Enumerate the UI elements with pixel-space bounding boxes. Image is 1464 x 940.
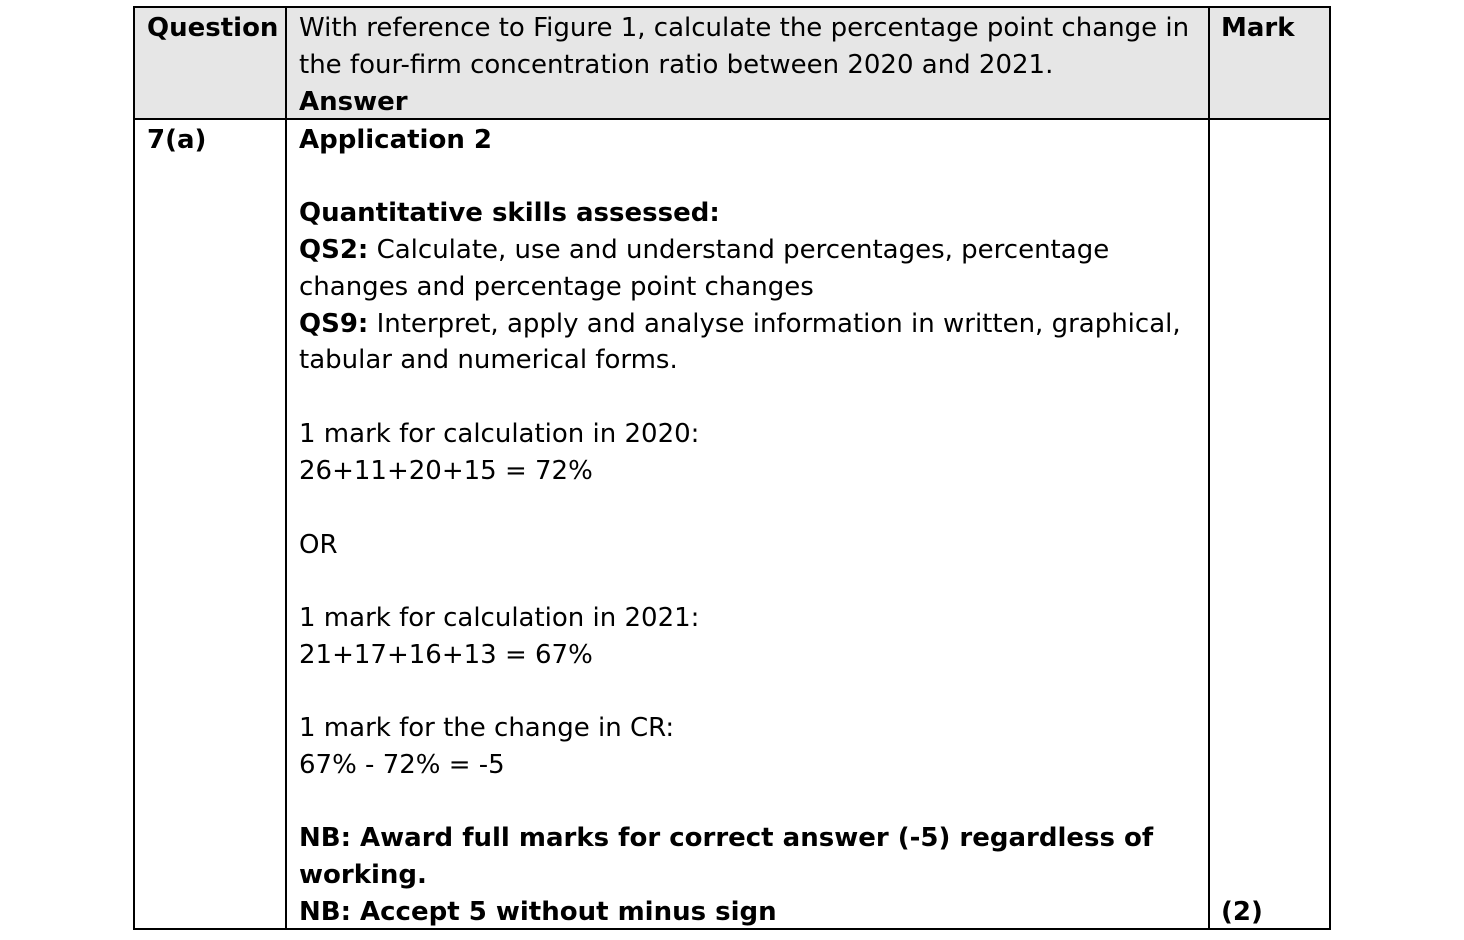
column-divider: [1208, 8, 1210, 928]
mark-1-calculation: 26+11+20+15 = 72%: [299, 456, 593, 486]
mark-1-label: 1 mark for calculation in 2020:: [299, 419, 700, 449]
nb-accept-without-sign: NB: Accept 5 without minus sign: [299, 897, 777, 927]
question-prompt-line-2: the four-firm concentration ratio between 2020 and 2021.: [299, 50, 1054, 80]
qs9-line-1: [299, 306, 1181, 343]
qs9-code: QS9:: [299, 309, 369, 339]
qs2-code: QS2:: [299, 235, 369, 265]
mark-value: (2): [1221, 897, 1263, 927]
question-prompt-line-1: With reference to Figure 1, calculate the percentage point change in: [299, 13, 1190, 43]
qs9-line-2: tabular and numerical forms.: [299, 345, 678, 375]
column-divider: [285, 8, 287, 928]
qs9-description: Interpret, apply and analyse information in written, graphical,: [368, 309, 1181, 339]
mark-2-label: 1 mark for calculation in 2021:: [299, 603, 700, 633]
question-number: 7(a): [147, 125, 207, 155]
mark-column-header: Mark: [1221, 13, 1295, 43]
nb-full-marks-line-1: NB: Award full marks for correct answer (-5) regardless of: [299, 823, 1154, 853]
answer-column-header: Answer: [299, 87, 408, 117]
mark-3-label: 1 mark for the change in CR:: [299, 713, 675, 743]
skills-heading: Quantitative skills assessed:: [299, 198, 720, 228]
or-separator: OR: [299, 530, 338, 560]
qs2-line-1: [299, 232, 1109, 269]
assessment-objective: Application 2: [299, 125, 492, 155]
nb-full-marks-line-2: working.: [299, 860, 427, 890]
mark-3-calculation: 67% - 72% = -5: [299, 750, 505, 780]
mark-2-calculation: 21+17+16+13 = 67%: [299, 640, 593, 670]
mark-scheme-table: [133, 6, 1331, 930]
question-column-header: Question: [147, 13, 279, 43]
qs2-description: Calculate, use and understand percentages, percentage: [368, 235, 1110, 265]
qs2-line-2: changes and percentage point changes: [299, 272, 814, 302]
